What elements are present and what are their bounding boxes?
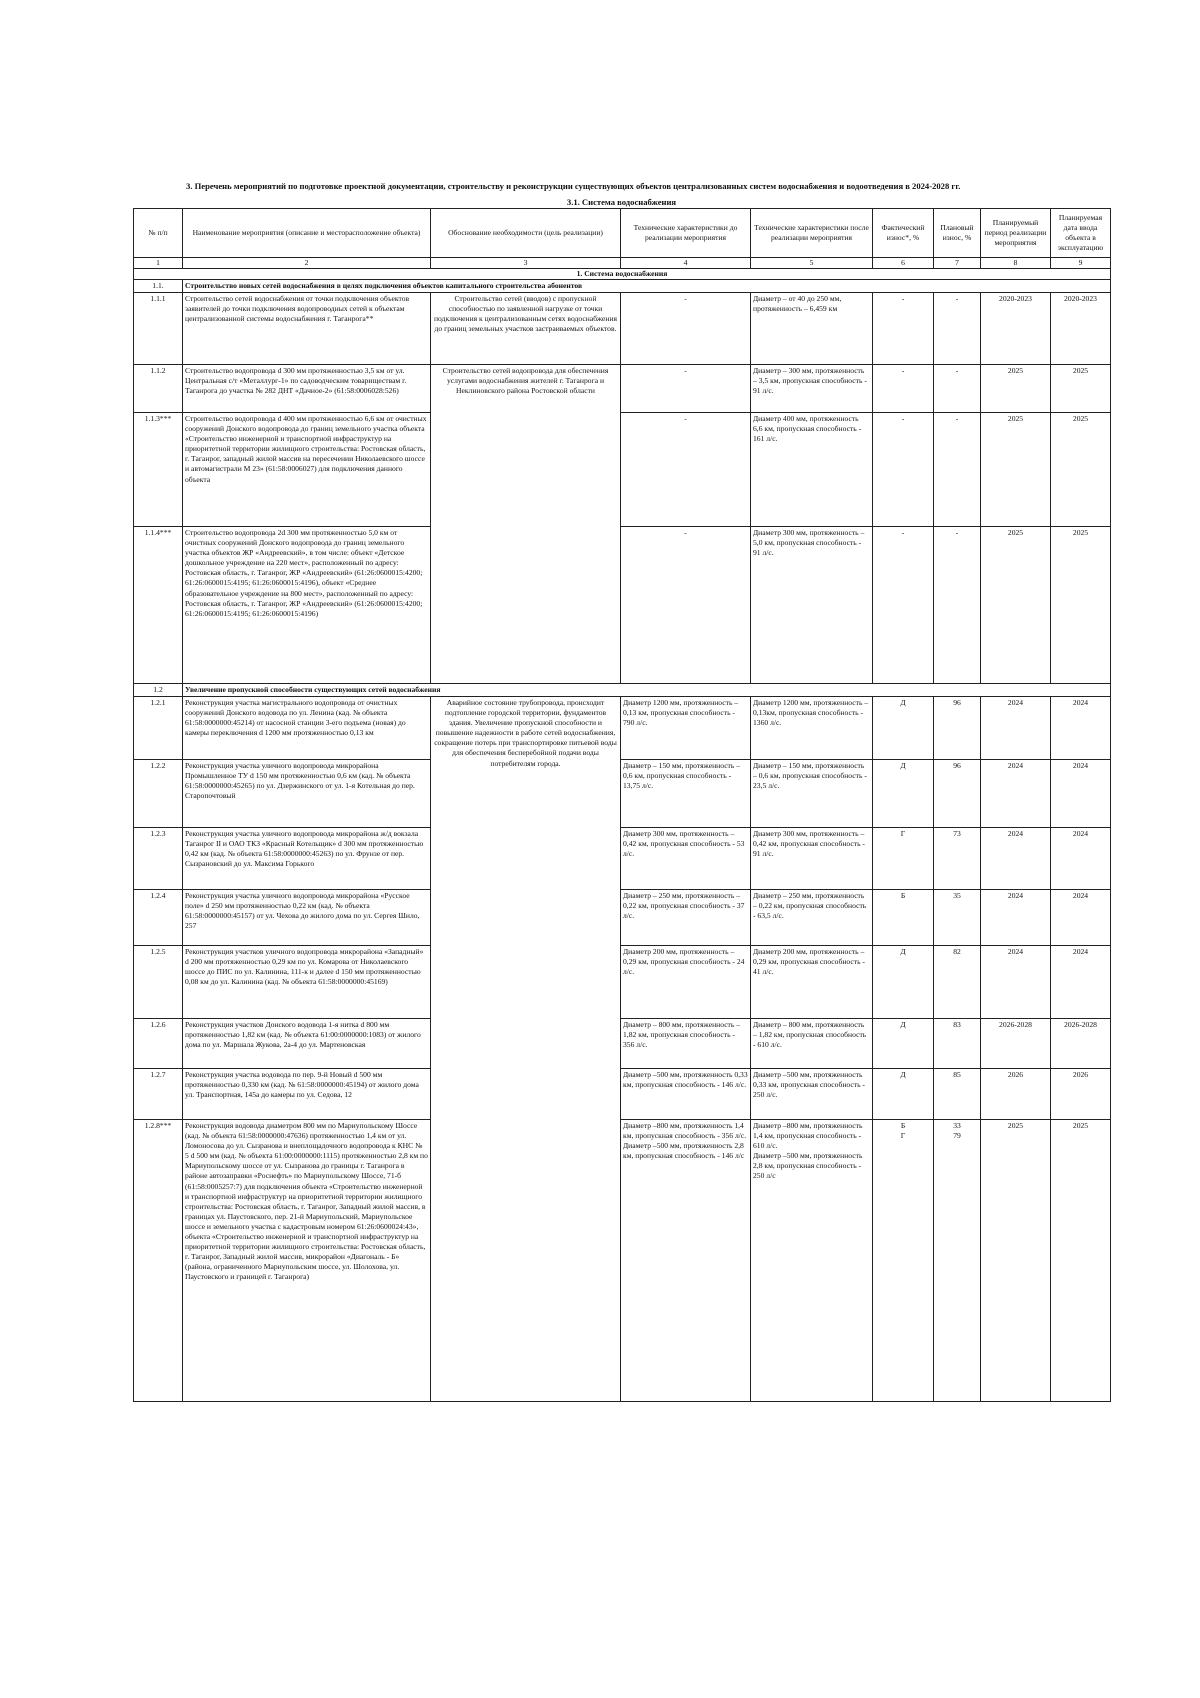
after-characteristics: Диаметр 1200 мм, протяженность – 0,13км, пропускная способность - 1360 л/с. <box>751 697 873 760</box>
after-characteristics: Диаметр – от 40 до 250 мм, протяженность – 6,459 км <box>751 293 873 365</box>
header-cell: Наименование мероприятия (описание и месторасположение объекта) <box>183 209 431 258</box>
planned-wear: - <box>934 293 981 365</box>
header-row <box>134 209 1111 258</box>
table-row <box>134 697 1111 760</box>
planned-wear: 85 <box>934 1069 981 1120</box>
after-characteristics: Диаметр 200 мм, протяженность – 0,29 км, пропускная способность - 41 л/с. <box>751 946 873 1019</box>
implementation-period: 2025 <box>981 527 1051 684</box>
measures-table <box>133 208 1111 1402</box>
row-number: 1.2.5 <box>134 946 183 1019</box>
measure-name: Реконструкция участков Донского водовода 1-я нитка d 800 мм протяженностью 1,82 км (кад. № объекта 61:00:0000000:1083) от жилого дома по ул. Маршала Жукова, 2а-4 до ул. Мартеновская <box>183 1019 431 1069</box>
planned-wear: 82 <box>934 946 981 1019</box>
group-number: 1.2 <box>134 684 183 697</box>
planned-wear: - <box>934 527 981 684</box>
table-row <box>134 413 1111 527</box>
measure-name: Реконструкция участка уличного водопровода микрорайона Промышленное ТУ d 150 мм протяженностью 0,6 км (кад. № объекта 61:58:0000000:45265) по ул. Дзержинского от ул. 1-я Котельная до пер. Старопочтовый <box>183 760 431 828</box>
implementation-period: 2026 <box>981 1069 1051 1120</box>
after-characteristics: Диаметр – 800 мм, протяженность – 1,82 км, пропускная способность - 610 л/с. <box>751 1019 873 1069</box>
column-number: 4 <box>621 258 751 269</box>
before-characteristics: Диаметр – 250 мм, протяженность – 0,22 км, пропускная способность - 37 л/с. <box>621 890 751 946</box>
measure-name: Строительство водопровода d 400 мм протяженностью 6,6 км от очистных сооружений Донского водопровода до границ земельного участка объекта «Строительство инженерной и транспортной инфраструктур на приоритетной территории жилищного строительства: Ростовская область, г. Таганрог, западный жилой массив на пересечении Николаевского шоссе и автомагистрали М 23» (61:58:0006027) для подключения данного объекта <box>183 413 431 527</box>
column-number: 9 <box>1051 258 1111 269</box>
implementation-period: 2024 <box>981 697 1051 760</box>
before-characteristics: - <box>621 413 751 527</box>
after-characteristics: Диаметр – 250 мм, протяженность – 0,22 км, пропускная способность - 63,5 л/с. <box>751 890 873 946</box>
group-title: Строительство новых сетей водоснабжения в целях подключения объектов капитального строительства абонентов <box>183 280 1111 293</box>
row-number: 1.2.7 <box>134 1069 183 1120</box>
before-characteristics: Диаметр 1200 мм, протяженность – 0,13 км, пропускная способность - 790 л/с. <box>621 697 751 760</box>
table-row <box>134 293 1111 365</box>
measure-name: Реконструкция участков уличного водопровода микрорайона «Западный» d 200 мм протяженностью 0,29 км по ул. Комарова от Николаевского шоссе до ПИС по ул. Калинина, 111-к и далее d 150 мм протяженностью 0,08 км до ул. Калинина (кад. № объекта 61:58:0000000:45169) <box>183 946 431 1019</box>
column-number: 6 <box>873 258 934 269</box>
commissioning-date: 2024 <box>1051 946 1111 1019</box>
row-number: 1.1.4*** <box>134 527 183 684</box>
table-row <box>134 1069 1111 1120</box>
table-row <box>134 1120 1111 1402</box>
header-cell: Обоснование необходимости (цель реализации) <box>431 209 621 258</box>
measure-name: Реконструкция участка водовода по пер. 9-й Новый d 500 мм протяженностью 0,330 км (кад. № 61:58:0000000:45194) от жилого дома ул. Транспортная, 145а до камеры по ул. Седова, 12 <box>183 1069 431 1120</box>
planned-wear: 73 <box>934 828 981 890</box>
implementation-period: 2025 <box>981 1120 1051 1402</box>
header-cell: Плановый износ, % <box>934 209 981 258</box>
commissioning-date: 2025 <box>1051 413 1111 527</box>
system-title-row <box>134 269 1111 280</box>
row-number: 1.1.2 <box>134 365 183 413</box>
commissioning-date: 2024 <box>1051 890 1111 946</box>
system-title: 1. Система водоснабжения <box>134 269 1111 280</box>
actual-wear: - <box>873 365 934 413</box>
before-characteristics: Диаметр –500 мм, протяженность 0,33 км, пропускная способность - 146 л/с. <box>621 1069 751 1120</box>
row-number: 1.1.1 <box>134 293 183 365</box>
row-number: 1.2.4 <box>134 890 183 946</box>
document-title: 3. Перечень мероприятий по подготовке проектной документации, строительству и реконструкции существующих объектов централизованных систем водоснабжения и водоотведения в 2024-2028 гг. <box>186 181 961 191</box>
actual-wear: Д <box>873 697 934 760</box>
measure-name: Строительство водопровода 2d 300 мм протяженностью 5,0 км от очистных сооружений Донского водопровода до границ земельного участка объектов ЖР «Андреевский», в том числе: объект «Детское дошкольное учреждение на 220 мест», расположенный по адресу: Ростовская область, г. Таганрог, ЖР «Андреевский» (61:26:0600015:4200; 61:26:0600015:4195; 61:26:0600015:4196), объект «Среднее образовательное учреждение на 800 мест», расположенный по адресу: Ростовская область, г. Таганрог, ЖР «Андреевский» (61:26:0600015:4200; 61:26:0600015:4195; 61:26:0600015:4196) <box>183 527 431 684</box>
after-characteristics: Диаметр – 150 мм, протяженность – 0,6 км, пропускная способность - 23,5 л/с. <box>751 760 873 828</box>
column-number-row <box>134 258 1111 269</box>
planned-wear: - <box>934 413 981 527</box>
justification: Строительство сетей водопровода для обеспечения услугами водоснабжения жителей г. Таганрога и Неклиновского района Ростовской области <box>431 365 621 684</box>
header-cell: Планируемый период реализации мероприятия <box>981 209 1051 258</box>
column-number: 3 <box>431 258 621 269</box>
after-characteristics: Диаметр 300 мм, протяженность – 0,42 км, пропускная способность - 91 л/с. <box>751 828 873 890</box>
planned-wear: 96 <box>934 760 981 828</box>
planned-wear: 83 <box>934 1019 981 1069</box>
table-row <box>134 760 1111 828</box>
actual-wear: Д <box>873 760 934 828</box>
row-number: 1.2.8*** <box>134 1120 183 1402</box>
before-characteristics: - <box>621 293 751 365</box>
measure-name: Реконструкция участка магистрального водопровода от очистных сооружений Донского водовода по ул. Ленина (кад. № объекта 61:58:0000000:45214) от насосной станции 3-его подъема (новая) до камеры переключения d 1200 мм протяженностью 0,13 км <box>183 697 431 760</box>
column-number: 8 <box>981 258 1051 269</box>
header-cell: Планируемая дата ввода объекта в эксплуатацию <box>1051 209 1111 258</box>
table-row <box>134 365 1111 413</box>
commissioning-date: 2025 <box>1051 527 1111 684</box>
after-characteristics: Диаметр – 300 мм, протяженность – 3,5 км, пропускная способность - 91 л/с. <box>751 365 873 413</box>
actual-wear: Б <box>873 890 934 946</box>
row-number: 1.2.6 <box>134 1019 183 1069</box>
column-number: 2 <box>183 258 431 269</box>
after-characteristics: Диаметр –800 мм, протяженность 1,4 км, пропускная способность - 610 л/с. Диаметр –500 мм, протяженность 2,8 км, пропускная способность - 250 л/с <box>751 1120 873 1402</box>
planned-wear: - <box>934 365 981 413</box>
measure-name: Строительство сетей водоснабжения от точки подключения объектов заявителей до точки подключения водопроводных сетей к объектам централизованной системы водоснабжения г. Таганрога** <box>183 293 431 365</box>
commissioning-date: 2026-2028 <box>1051 1019 1111 1069</box>
before-characteristics: Диаметр –800 мм, протяженность 1,4 км, пропускная способность - 356 л/с. Диаметр –500 мм, протяженность 2,8 км, пропускная способность - 146 л/с <box>621 1120 751 1402</box>
group-number: 1.1. <box>134 280 183 293</box>
justification: Аварийное состояние трубопровода, происходит подтопление городской территории, фундаментов здания. Увеличение пропускной способности и повышение надежности в работе сетей водоснабжения, сокращение потерь при транспортировке питьевой воды для обеспечения бесперебойной подачи воды потребителям города. <box>431 697 621 1402</box>
table-row <box>134 1019 1111 1069</box>
implementation-period: 2025 <box>981 365 1051 413</box>
row-number: 1.2.1 <box>134 697 183 760</box>
column-number: 5 <box>751 258 873 269</box>
actual-wear: Г <box>873 828 934 890</box>
commissioning-date: 2020-2023 <box>1051 293 1111 365</box>
commissioning-date: 2025 <box>1051 365 1111 413</box>
after-characteristics: Диаметр 400 мм, протяженность 6,6 км, пропускная способность - 161 л/с. <box>751 413 873 527</box>
column-number: 7 <box>934 258 981 269</box>
commissioning-date: 2026 <box>1051 1069 1111 1120</box>
implementation-period: 2025 <box>981 413 1051 527</box>
group-title: Увеличение пропускной способности существующих сетей водоснабжения <box>183 684 1111 697</box>
commissioning-date: 2024 <box>1051 697 1111 760</box>
actual-wear: - <box>873 413 934 527</box>
before-characteristics: Диаметр 200 мм, протяженность – 0,29 км, пропускная способность - 24 л/с. <box>621 946 751 1019</box>
implementation-period: 2020-2023 <box>981 293 1051 365</box>
before-characteristics: - <box>621 365 751 413</box>
implementation-period: 2024 <box>981 828 1051 890</box>
implementation-period: 2024 <box>981 890 1051 946</box>
actual-wear: - <box>873 527 934 684</box>
before-characteristics: Диаметр 300 мм, протяженность – 0,42 км, пропускная способность - 53 л/с. <box>621 828 751 890</box>
actual-wear: Д <box>873 946 934 1019</box>
measure-name: Реконструкция водовода диаметром 800 мм по Мариупольскому Шоссе (кад. № объекта 61:58:0000000:47636) протяженностью 1,4 км от ул. Ломоносова до ул. Сызранова и внеплощадочного водопровода к КНС № 5 d 500 мм (кад. № объекта 61:00:0000000:1115) протяженностью 2,8 км по Мариупольскому шоссе от ул. Сызранова до границы г. Таганрога в районе автозаправки «Роснефть» по Мариупольскому Шоссе, 71-б (61:58:0005257:7) для подключения объекта «Строительство инженерной и транспортной инфраструктур на приоритетной территории жилищного строительства: Ростовская область, г. Таганрог, Западный жилой массив, в границах ул. Паустовского, пер. 21-й Мариупольский, Мариупольское шоссе и земельного участка с кадастровым номером 61:26:0600024:43», объекта «Строительство инженерной и транспортной инфраструктур на приоритетной территории жилищного строительства: Ростовская область, г. Таганрог, Западный жилой массив, микрорайон «Диагональ - Б» (района, ограниченного Мариупольским шоссе, ул. Шолохова, ул. Паустовского и границей г. Таганрога) <box>183 1120 431 1402</box>
table-row <box>134 828 1111 890</box>
measure-name: Реконструкция участка уличного водопровода микрорайона ж/д вокзала Таганрог II и ОАО ТКЗ «Красный Котельщик» d 300 мм протяженностью 0,42 км (кад. № объекта 61:58:0000000:45263) по ул. Фрунзе от пер. Сызрановский до ул. Максима Горького <box>183 828 431 890</box>
actual-wear: Д <box>873 1019 934 1069</box>
table-row <box>134 946 1111 1019</box>
commissioning-date: 2024 <box>1051 828 1111 890</box>
group-row <box>134 280 1111 293</box>
before-characteristics: Диаметр – 150 мм, протяженность – 0,6 км, пропускная способность - 13,75 л/с. <box>621 760 751 828</box>
measure-name: Реконструкция участка уличного водопровода микрорайона «Русское поле» d 250 мм протяженностью 0,22 км (кад. № объекта 61:58:0000000:45157) от ул. Чехова до жилого дома по ул. Сергея Шило, 257 <box>183 890 431 946</box>
row-number: 1.2.2 <box>134 760 183 828</box>
planned-wear: 35 <box>934 890 981 946</box>
after-characteristics: Диаметр –500 мм, протяженность 0,33 км, пропускная способность - 250 л/с. <box>751 1069 873 1120</box>
commissioning-date: 2024 <box>1051 760 1111 828</box>
header-cell: Технические характеристики после реализации мероприятия <box>751 209 873 258</box>
after-characteristics: Диаметр 300 мм, протяженность – 5,0 км, пропускная способность - 91 л/с. <box>751 527 873 684</box>
actual-wear: - <box>873 293 934 365</box>
implementation-period: 2024 <box>981 760 1051 828</box>
header-cell: Фактический износ*, % <box>873 209 934 258</box>
column-number: 1 <box>134 258 183 269</box>
row-number: 1.2.3 <box>134 828 183 890</box>
measure-name: Строительство водопровода d 300 мм протяженностью 3,5 км от ул. Центральная с/т «Металлург-1» по садоводческим товариществам г. Таганрога до участка № 282 ДНТ «Дачное-2» (61:58:0006028:526) <box>183 365 431 413</box>
table-row <box>134 890 1111 946</box>
planned-wear: 96 <box>934 697 981 760</box>
row-number: 1.1.3*** <box>134 413 183 527</box>
commissioning-date: 2025 <box>1051 1120 1111 1402</box>
actual-wear: Б Г <box>873 1120 934 1402</box>
actual-wear: Д <box>873 1069 934 1120</box>
implementation-period: 2024 <box>981 946 1051 1019</box>
section-subtitle: 3.1. Система водоснабжения <box>566 197 677 207</box>
group-row <box>134 684 1111 697</box>
header-cell: № п/п <box>134 209 183 258</box>
before-characteristics: - <box>621 527 751 684</box>
table-row <box>134 527 1111 684</box>
justification: Строительство сетей (вводов) с пропускной способностью по заявленной нагрузке от точки подключения к централизованным сетях водоснабжения до границ земельных участков застраиваемых объектов. <box>431 293 621 365</box>
before-characteristics: Диаметр – 800 мм, протяженность – 1,82 км, пропускная способность - 356 л/с. <box>621 1019 751 1069</box>
planned-wear: 33 79 <box>934 1120 981 1402</box>
header-cell: Технические характеристики до реализации мероприятия <box>621 209 751 258</box>
implementation-period: 2026-2028 <box>981 1019 1051 1069</box>
